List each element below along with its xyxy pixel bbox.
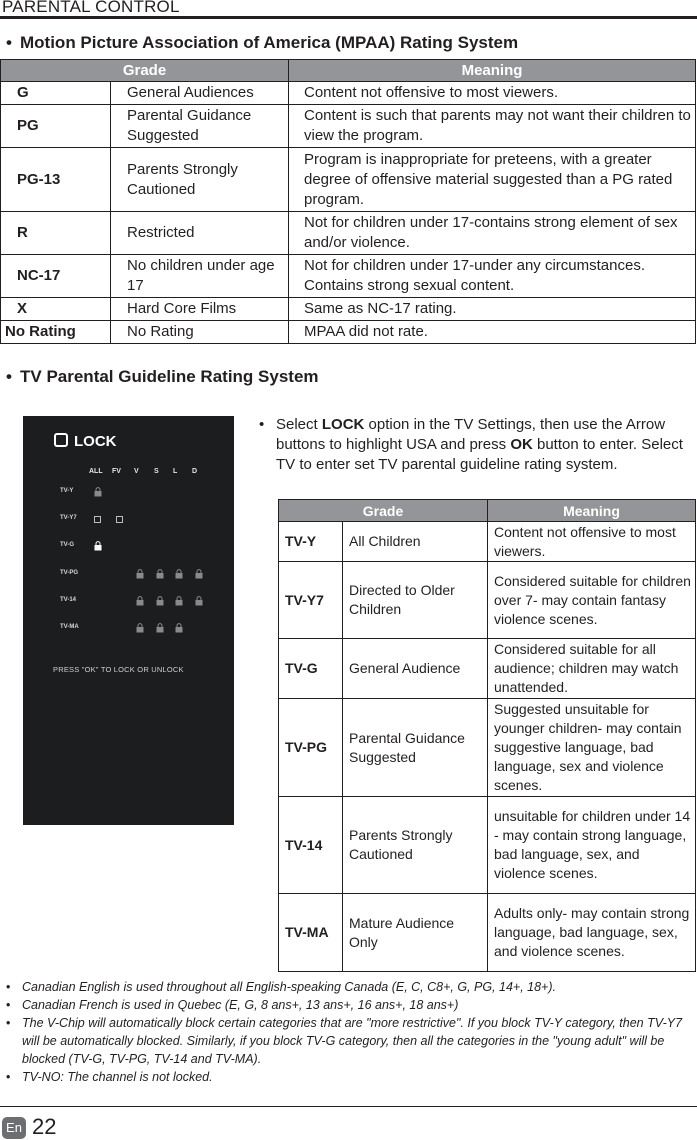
tv-header-grade: Grade <box>279 500 488 522</box>
table-row <box>1 82 696 105</box>
lock-row-label: TV-MA <box>60 624 79 630</box>
bullet-icon: • <box>6 1070 11 1084</box>
table-row <box>279 639 696 699</box>
unlocked-square-icon <box>94 514 102 524</box>
note-text: Canadian English is used throughout all English-speaking Canada (E, C, C8+, G, PG, 14+, 18+). <box>22 980 556 994</box>
table-row <box>1 321 696 344</box>
rating-grade: No children under age 17 <box>111 255 289 298</box>
lock-row-label: TV-14 <box>60 597 77 603</box>
bullet-icon: • <box>6 1016 11 1030</box>
lock-icon <box>94 487 102 497</box>
lock-title: LOCK <box>74 433 117 450</box>
lock-icon <box>175 569 183 579</box>
bullet-icon: • <box>6 367 12 386</box>
rating-grade: All Children <box>343 522 488 562</box>
mpaa-heading-text: Motion Picture Association of America (MPAA) Rating System <box>20 33 519 52</box>
rating-meaning: Suggested unsuitable for younger children- may contain suggestive language, bad language, sex and violence scenes. <box>488 699 696 797</box>
rating-meaning: Considered suitable for all audience; children may watch unattended. <box>488 639 696 699</box>
table-row <box>279 797 696 894</box>
lock-row-label: TV-Y <box>60 488 74 494</box>
lock-icon <box>136 596 144 606</box>
footer-divider <box>0 1106 697 1107</box>
rating-code: PG-13 <box>1 148 111 212</box>
header-divider <box>0 16 697 19</box>
rating-meaning: Considered suitable for children over 7- may contain fantasy violence scenes. <box>488 562 696 639</box>
rating-grade: No Rating <box>111 321 289 344</box>
lock-icon <box>136 569 144 579</box>
rating-grade: Parents Strongly Cautioned <box>343 797 488 894</box>
rating-meaning: Same as NC-17 rating. <box>289 298 696 321</box>
language-badge: En <box>2 1117 26 1139</box>
rating-meaning: Content is such that parents may not want their children to view the program. <box>289 105 696 148</box>
lock-column-label: L <box>173 468 178 475</box>
note-text: The V-Chip will automatically block certain categories that are "more restrictive". If you block TV-Y category, then TV-Y7 will be automatically blocked. Similarly, if you block TV-G category, then all the categories in the "young adult" will be blocked (TV-G, TV-PG, TV-14 and TV-MA). <box>22 1016 683 1066</box>
rating-grade: Restricted <box>111 212 289 255</box>
lock-icon <box>195 596 203 606</box>
lock-instructions-paragraph <box>259 415 696 475</box>
lock-icon <box>136 623 144 633</box>
rating-grade: General Audiences <box>111 82 289 105</box>
lock-icon <box>175 596 183 606</box>
instructions-text: button to enter. Select TV to enter set TV parental guideline rating system. <box>276 436 683 473</box>
rating-grade: Parents Strongly Cautioned <box>111 148 289 212</box>
list-item <box>6 1068 696 1086</box>
lock-icon <box>156 596 164 606</box>
lock-icon <box>175 623 183 633</box>
lock-row-label: TV-PG <box>60 570 79 576</box>
bullet-icon: • <box>6 980 11 994</box>
tv-heading-text: TV Parental Guideline Rating System <box>20 367 319 386</box>
bullet-icon: • <box>6 33 12 52</box>
rating-meaning: unsuitable for children under 14 - may contain strong language, bad language, sex, and violence scenes. <box>488 797 696 894</box>
rating-meaning: Not for children under 17-contains strong element of sex and/or violence. <box>289 212 696 255</box>
rating-grade: Hard Core Films <box>111 298 289 321</box>
rating-code: No Rating <box>1 321 111 344</box>
rating-code: TV-Y7 <box>279 562 343 639</box>
page-number: 22 <box>32 1114 57 1139</box>
table-row <box>279 894 696 972</box>
note-text: TV-NO: The channel is not locked. <box>22 1070 213 1084</box>
rating-grade: Parental Guidance Suggested <box>111 105 289 148</box>
rating-grade: General Audience <box>343 639 488 699</box>
rating-code: NC-17 <box>1 255 111 298</box>
rating-meaning: Content not offensive to most viewers. <box>488 522 696 562</box>
mpaa-heading <box>6 33 518 53</box>
table-row <box>279 699 696 797</box>
instructions-text: option in the TV Settings, then use the Arrow buttons to highlight USA and press <box>276 416 666 453</box>
list-item <box>6 978 696 996</box>
tv-rating-table <box>278 499 696 972</box>
rating-code: G <box>1 82 111 105</box>
tv-table-header <box>279 500 696 522</box>
bullet-icon: • <box>6 998 11 1012</box>
mpaa-table-header <box>1 60 696 82</box>
page-header <box>0 0 697 19</box>
lock-row-label: TV-G <box>60 542 75 548</box>
table-row <box>1 212 696 255</box>
rating-meaning: MPAA did not rate. <box>289 321 696 344</box>
instructions-text: Select <box>276 416 322 433</box>
lock-row-label: TV-Y7 <box>60 515 77 521</box>
table-row <box>1 255 696 298</box>
rating-grade: Mature Audience Only <box>343 894 488 972</box>
mpaa-table <box>0 59 696 344</box>
rating-meaning: Not for children under 17-under any circumstances. Contains strong sexual content. <box>289 255 696 298</box>
tv-header-meaning: Meaning <box>488 500 696 522</box>
table-row <box>1 298 696 321</box>
rating-grade: Parental Guidance Suggested <box>343 699 488 797</box>
lock-icon <box>195 569 203 579</box>
rating-code: TV-PG <box>279 699 343 797</box>
page-title: PARENTAL CONTROL <box>2 0 180 16</box>
lock-icon <box>94 541 102 551</box>
table-row <box>279 562 696 639</box>
rating-code: TV-Y <box>279 522 343 562</box>
rating-code: TV-G <box>279 639 343 699</box>
mpaa-header-grade: Grade <box>1 60 289 82</box>
notes-list <box>6 978 696 1086</box>
lock-column-label: D <box>192 468 198 475</box>
lock-column-label: ALL <box>89 468 103 475</box>
bullet-icon: • <box>259 416 265 433</box>
rating-code: R <box>1 212 111 255</box>
table-row <box>279 522 696 562</box>
instructions-lock-keyword: LOCK <box>321 416 365 433</box>
lock-column-label: S <box>154 468 159 475</box>
unlocked-square-icon <box>116 514 124 524</box>
rating-meaning: Adults only- may contain strong language, bad language, sex, and violence scenes. <box>488 894 696 972</box>
rating-grade: Directed to Older Children <box>343 562 488 639</box>
lock-icon <box>156 569 164 579</box>
rating-meaning: Content not offensive to most viewers. <box>289 82 696 105</box>
table-row <box>1 105 696 148</box>
rating-code: TV-MA <box>279 894 343 972</box>
rating-meaning: Program is inappropriate for preteens, with a greater degree of offensive material suggested than a PG rated program. <box>289 148 696 212</box>
rating-code: PG <box>1 105 111 148</box>
checkbox-icon <box>54 433 68 447</box>
lock-column-label: V <box>134 468 139 475</box>
list-item <box>6 996 696 1014</box>
list-item <box>6 1014 696 1068</box>
note-text: Canadian French is used in Quebec (E, G, 8 ans+, 13 ans+, 16 ans+, 18 ans+) <box>22 998 459 1012</box>
lock-icon <box>156 623 164 633</box>
lock-screen-image <box>23 416 234 825</box>
lock-column-label: FV <box>112 468 121 475</box>
rating-code: X <box>1 298 111 321</box>
lock-instructions: PRESS "OK" TO LOCK OR UNLOCK <box>53 665 184 674</box>
mpaa-header-meaning: Meaning <box>289 60 696 82</box>
rating-code: TV-14 <box>279 797 343 894</box>
instructions-ok-keyword: OK <box>510 436 533 453</box>
tv-heading <box>6 367 319 387</box>
table-row <box>1 148 696 212</box>
